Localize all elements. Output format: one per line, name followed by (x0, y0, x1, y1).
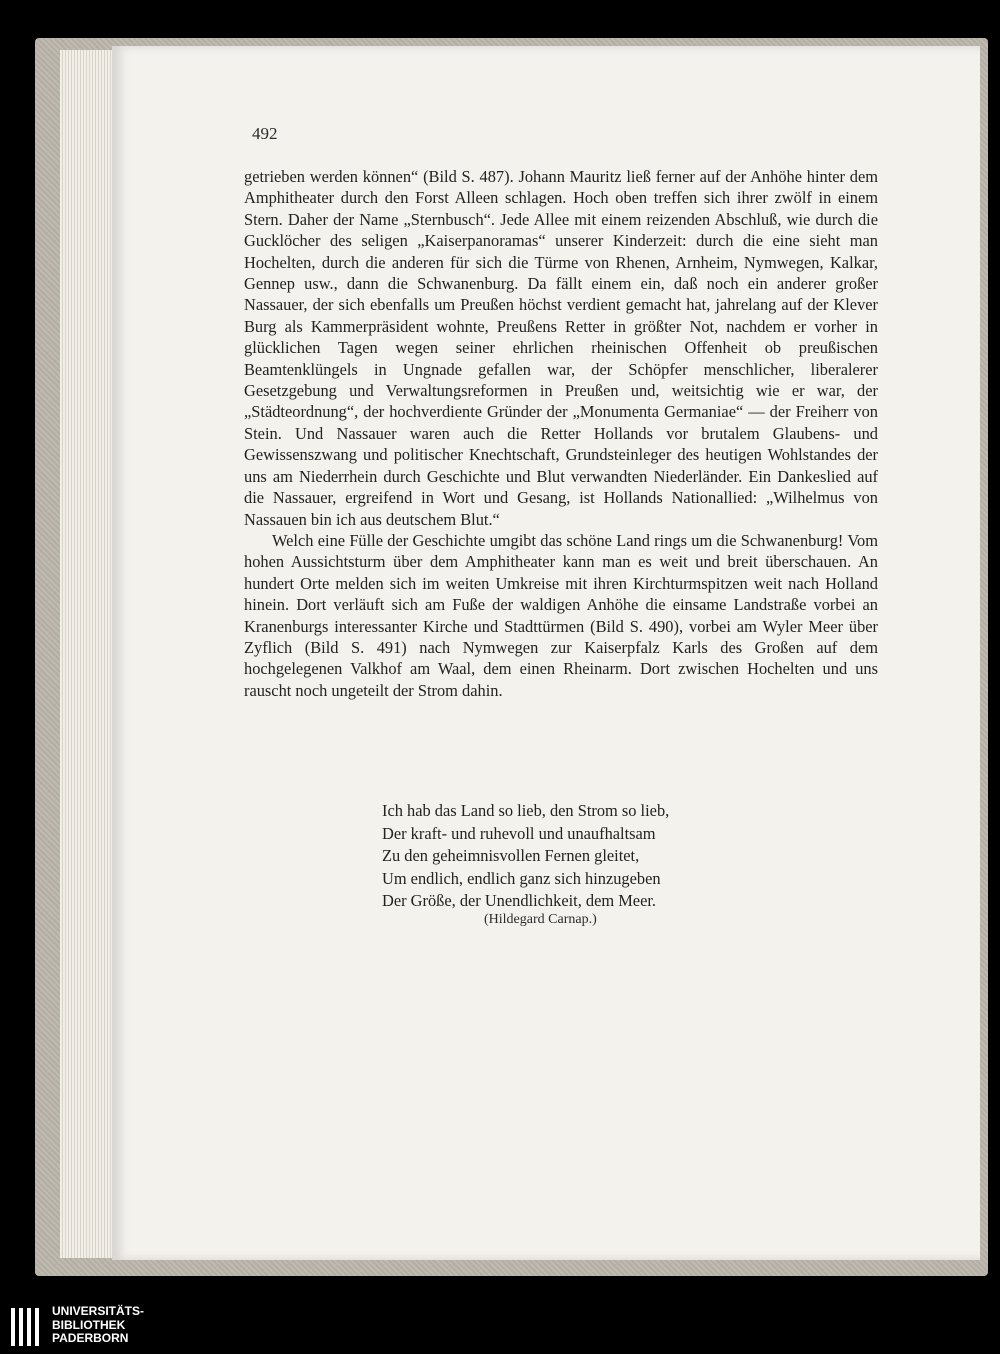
library-name-line: BIBLIOTHEK (52, 1317, 126, 1332)
poem (382, 800, 669, 913)
poem-line: Der Größe, der Unendlichkeit, dem Meer. (382, 891, 656, 911)
poem-line: Um endlich, endlich ganz sich hinzugeben (382, 868, 661, 888)
library-name (52, 1305, 144, 1346)
library-name-line: PADERBORN (52, 1331, 129, 1345)
poem-line: Zu den geheimnisvollen Fernen gleitet, (382, 846, 640, 866)
library-name-line: UNIVERSITÄTS- (52, 1304, 145, 1318)
body-text (244, 166, 878, 701)
page-number: 492 (252, 124, 278, 143)
poem-line: Der kraft- und ruhevoll und unaufhaltsam (382, 823, 656, 843)
paragraph: getrieben werden können“ (Bild S. 487). Johann Mauritz ließ ferner auf der Anhöhe hinter dem Amphitheater durch den Forst Alleen schlagen. Hoch oben treffen sich ihrer zwölf in einem Stern. Daher der Name „Sternbusch“. Jede Allee mit einem reizenden Abschluß, wie durch die Gucklöcher des seligen „Kaiserpanoramas“ unserer Kinderzeit: durch die eine sieht man Hochelten, durch die anderen für sich die Türme von Rhenen, Arnheim, Nymwegen, Kalkar, Gennep usw., dann die Schwanenburg. Da fällt einem ein, daß noch ein anderer großer Nassauer, der sich ebenfalls um Preußen höchst verdient gemacht hat, jahrelang auf der Klever Burg als Kammerpräsident wohnte, Preußens Retter in größter Not, nachdem er vorher in glücklichen Tagen wegen seiner ehrlichen rheinischen Offenheit ob preußischen Beamtenklüngels in Ungnade gefallen war, der Schöpfer menschlicher, liberalerer Gesetzgebung und Verwaltungsreformen in Preußen und, weitsichtig wie er war, der „Städteordnung“, der hochverdiente Gründer der „Monumenta Germaniae“ — der Freiherr von Stein. Und Nassauer waren auch die Retter Hollands vor brutalem Glaubens- und Gewissenszwang und politischer Knechtschaft, Grundsteinleger des heutigen Wohlstandes der uns am Niederrhein durch Geschichte und Blut verwandten Niederländer. Ein Dankeslied auf die Nassauer, ergreifend in Wort und Gesang, ist Hollands Nationallied: „Wilhelmus von Nassauen bin ich aus deutschem Blut.“ (244, 167, 878, 529)
poem-line: Ich hab das Land so lieb, den Strom so lieb, (382, 801, 670, 820)
paragraph: Welch eine Fülle der Geschichte umgibt das schöne Land rings um die Schwanenburg! Vom hohen Aussichtsturm über dem Amphitheater kann man es weit und breit überschauen. An hundert Orte melden sich im weiten Umkreise mit ihren Kirchturmspitzen weit nach Holland hinein. Dort verläuft sich am Fuße der waldigen Anhöhe die einsame Landstraße vorbei an Kranenburgs interessanter Kirche und Stadttürmen (Bild S. 490), vorbei am Wyler Meer über Zyflich (Bild S. 491) nach Nymwegen zur Kaiserpfalz Karls des Großen auf dem hochgelegenen Valkhof am Waal, dem einen Rheinarm. Dort zwischen Hochelten und uns rauscht noch ungeteilt der Strom dahin. (244, 530, 878, 700)
page-edges (60, 50, 118, 1258)
library-logo-icon (8, 1306, 48, 1350)
poem-author: (Hildegard Carnap.) (484, 912, 597, 927)
